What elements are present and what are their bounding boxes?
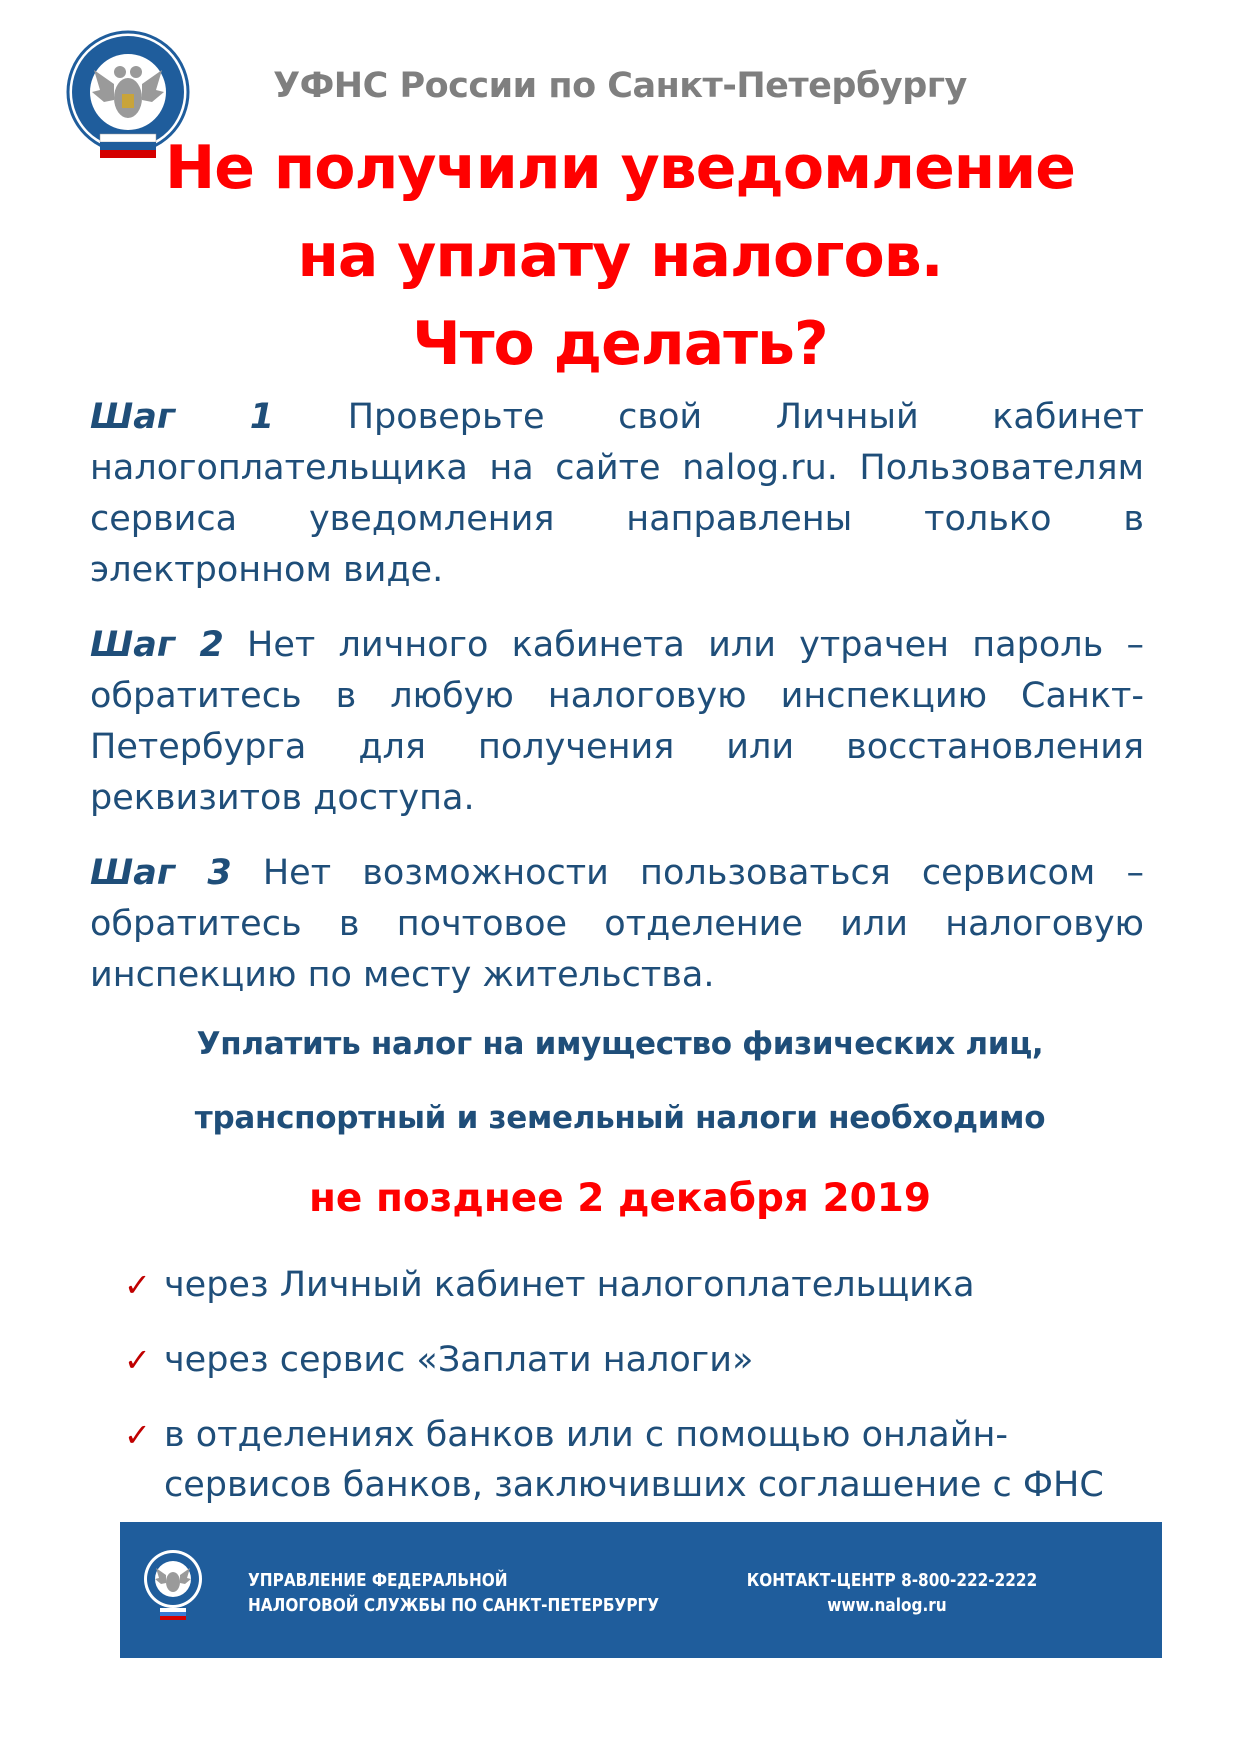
payment-line-1: Уплатить налог на имущество физических лиц, — [196, 1026, 1044, 1062]
footer-contact — [746, 1568, 1038, 1618]
footer-organization — [248, 1568, 659, 1618]
step-text: Нет личного кабинета или утрачен пароль – обратитесь в любую налоговую инспекцию Санкт-Петербурга для получения или восстановления реквизитов доступа. — [90, 625, 1144, 818]
step-text: Проверьте свой Личный кабинет налогоплательщика на сайте nalog.ru. Пользователям сервиса уведомления направлены только в электронном виде. — [90, 397, 1144, 590]
step-3 — [90, 848, 1144, 1001]
list-item — [124, 1410, 1144, 1510]
method-text: в отделениях банков или с помощью онлайн-сервисов банков, заключивших соглашение с ФНС — [164, 1415, 1104, 1505]
checkmark-icon: ✓ — [124, 1266, 151, 1304]
footer-org-line: УПРАВЛЕНИЕ ФЕДЕРАЛЬНОЙ — [248, 1570, 508, 1591]
list-item — [124, 1335, 1144, 1385]
step-label: Шаг 2 — [90, 625, 224, 665]
footer-org-line: НАЛОГОВОЙ СЛУЖБЫ ПО САНКТ-ПЕТЕРБУРГУ — [248, 1595, 660, 1616]
title-line: Что делать? — [412, 309, 828, 379]
payment-methods-list — [124, 1260, 1144, 1535]
contact-center-phone: КОНТАКТ-ЦЕНТР 8-800-222-2222 — [746, 1570, 1038, 1591]
fns-emblem-icon — [142, 1548, 204, 1628]
title-line: Не получили уведомление — [165, 133, 1075, 203]
payment-deadline: не позднее 2 декабря 2019 — [308, 1176, 932, 1221]
website-link[interactable]: www.nalog.ru — [827, 1595, 947, 1616]
method-text: через Личный кабинет налогоплательщика — [164, 1265, 975, 1305]
payment-line-2: транспортный и земельный налоги необходимо — [194, 1100, 1046, 1136]
step-1 — [90, 392, 1144, 596]
method-text: через сервис «Заплати налоги» — [164, 1340, 754, 1380]
step-label: Шаг 3 — [90, 853, 232, 893]
checkmark-icon: ✓ — [124, 1416, 151, 1454]
checkmark-icon: ✓ — [124, 1341, 151, 1379]
step-text: Нет возможности пользоваться сервисом – обратитесь в почтовое отделение или налоговую инспекцию по месту жительства. — [90, 853, 1144, 995]
step-2 — [90, 620, 1144, 824]
org-header: УФНС России по Санкт-Петербургу — [273, 66, 967, 106]
footer-banner — [120, 1522, 1162, 1658]
step-label: Шаг 1 — [90, 397, 275, 437]
list-item — [124, 1260, 1144, 1310]
page-title — [90, 124, 1150, 388]
title-line: на уплату налогов. — [297, 221, 943, 291]
